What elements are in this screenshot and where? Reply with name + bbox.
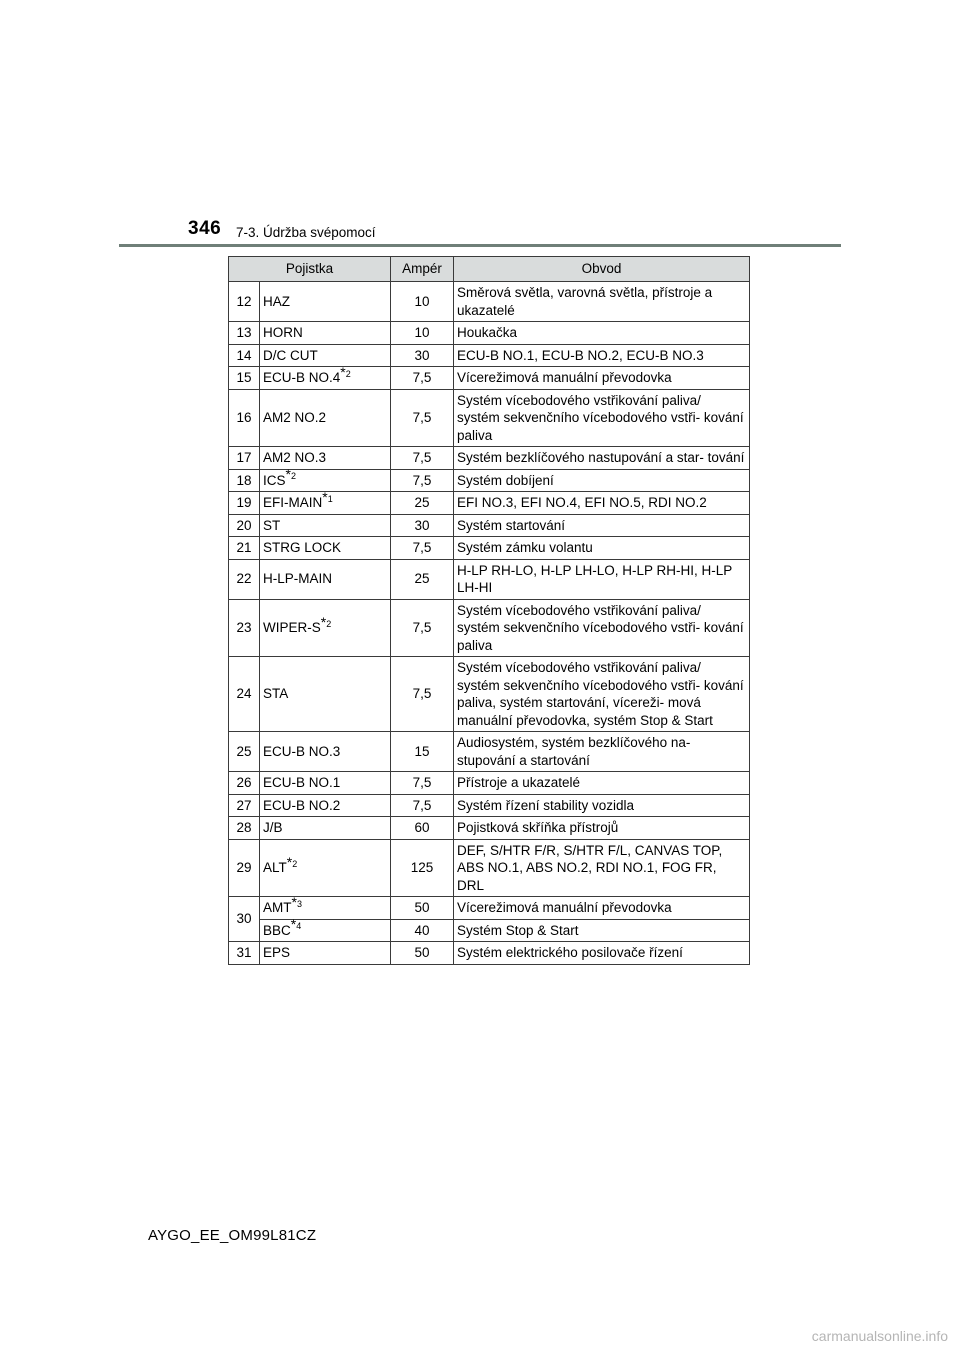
- fuse-number: 25: [229, 732, 260, 772]
- column-header-circuit: Obvod: [454, 257, 750, 282]
- fuse-circuit: DEF, S/HTR F/R, S/HTR F/L, CANVAS TOP, ABS NO.1, ABS NO.2, RDI NO.1, FOG FR, DRL: [454, 839, 750, 897]
- fuse-name: AM2 NO.2: [263, 410, 327, 425]
- footnote-marker: [322, 488, 333, 505]
- fuse-circuit: EFI NO.3, EFI NO.4, EFI NO.5, RDI NO.2: [454, 492, 750, 515]
- fuse-amperage: 15: [391, 732, 454, 772]
- table-row: [229, 514, 750, 537]
- fuse-name: ECU-B NO.4: [263, 370, 341, 385]
- fuse-circuit: Systém Stop & Start: [454, 919, 750, 942]
- header-divider: [119, 244, 841, 247]
- fuse-circuit: Systém elektrického posilovače řízení: [454, 942, 750, 965]
- footnote-number: 1: [327, 493, 333, 504]
- fuse-circuit: Vícerežimová manuální převodovka: [454, 367, 750, 390]
- watermark: carmanualsonline.info: [811, 1328, 948, 1344]
- fuse-circuit: Systém zámku volantu: [454, 537, 750, 560]
- fuse-amperage: 50: [391, 942, 454, 965]
- fuse-name-cell: [260, 559, 391, 599]
- fuse-name: AM2 NO.3: [263, 450, 327, 465]
- asterisk-icon: *: [286, 853, 293, 870]
- fuse-name: HORN: [263, 325, 303, 340]
- footnote-number: 4: [296, 921, 302, 931]
- fuse-amperage: 7,5: [391, 537, 454, 560]
- table-header-row: [229, 257, 750, 282]
- fuse-amperage: 25: [391, 559, 454, 599]
- fuse-name-cell: [260, 514, 391, 537]
- asterisk-icon: *: [322, 488, 328, 505]
- table-row: [229, 537, 750, 560]
- fuse-name-cell: [260, 363, 391, 390]
- fuse-name: AMT: [263, 900, 292, 915]
- fuse-amperage: 7,5: [391, 367, 454, 390]
- fuse-name: H-LP-MAIN: [263, 571, 333, 587]
- fuse-number: 12: [229, 282, 260, 322]
- fuse-table-body: [229, 282, 750, 965]
- fuse-name-cell: [260, 389, 391, 447]
- fuse-circuit: ECU-B NO.1, ECU-B NO.2, ECU-B NO.3: [454, 344, 750, 367]
- fuse-circuit: Systém dobíjení: [454, 469, 750, 492]
- fuse-amperage: 10: [391, 322, 454, 345]
- column-header-amp: Ampér: [391, 257, 454, 282]
- fuse-circuit: Vícerežimová manuální převodovka: [454, 897, 750, 920]
- asterisk-icon: *: [285, 466, 291, 482]
- fuse-name: EPS: [263, 945, 291, 960]
- asterisk-icon: *: [290, 916, 297, 932]
- table-row: [229, 942, 750, 965]
- fuse-name: BBC: [263, 922, 291, 938]
- fuse-name-cell: [260, 839, 391, 897]
- table-row: [229, 389, 750, 447]
- fuse-name-cell: [260, 488, 391, 515]
- fuse-name: STRG LOCK: [263, 540, 342, 555]
- fuse-name: ECU-B NO.2: [263, 797, 341, 813]
- fuse-amperage: 40: [391, 919, 454, 942]
- fuse-circuit: H-LP RH-LO, H-LP LH-LO, H-LP RH-HI, H-LP LH-HI: [454, 559, 750, 599]
- fuse-name: J/B: [263, 820, 283, 835]
- table-row: [229, 282, 750, 322]
- fuse-circuit: Systém vícebodového vstřikování paliva/ systém sekvenčního vícebodového vstři- kování paliva: [454, 599, 750, 657]
- fuse-name-cell: [260, 447, 391, 470]
- fuse-name-cell: [260, 282, 391, 322]
- table-row: [229, 772, 750, 795]
- fuse-name: HAZ: [263, 293, 290, 309]
- fuse-name: ECU-B NO.1: [263, 775, 341, 790]
- footnote-number: 3: [296, 898, 302, 909]
- fuse-name-cell: [260, 794, 391, 817]
- table-row: [229, 794, 750, 817]
- fuse-circuit: Směrová světla, varovná světla, přístroje a ukazatelé: [454, 282, 750, 322]
- fuse-number: 19: [229, 492, 260, 515]
- footnote-marker: [320, 613, 332, 630]
- page-number: 346: [188, 218, 222, 239]
- fuse-number: 20: [229, 514, 260, 537]
- fuse-number: 13: [229, 322, 260, 345]
- fuse-amperage: 50: [391, 897, 454, 920]
- fuse-amperage: 7,5: [391, 389, 454, 447]
- table-row: [229, 322, 750, 345]
- fuse-circuit: Systém řízení stability vozidla: [454, 794, 750, 817]
- fuse-amperage: 60: [391, 817, 454, 840]
- table-row: [229, 657, 750, 732]
- fuse-circuit: Pojistková skříňka přístrojů: [454, 817, 750, 840]
- fuse-name: WIPER-S: [263, 620, 321, 635]
- fuse-number: 31: [229, 942, 260, 965]
- footnote-marker: [286, 853, 298, 870]
- footnote-number: 2: [292, 858, 298, 869]
- table-row: [229, 732, 750, 772]
- fuse-amperage: 125: [391, 839, 454, 897]
- fuse-amperage: 7,5: [391, 447, 454, 470]
- fuse-number: 26: [229, 772, 260, 795]
- fuse-number: 14: [229, 344, 260, 367]
- footnote-marker: [285, 466, 296, 482]
- fuse-name-cell: [260, 732, 391, 772]
- fuse-number: 18: [229, 469, 260, 492]
- table-row: [229, 897, 750, 920]
- table-row: [229, 919, 750, 942]
- footnote-marker: [290, 916, 302, 932]
- fuse-amperage: 25: [391, 492, 454, 515]
- fuse-name: ECU-B NO.3: [263, 743, 341, 759]
- fuse-number: 23: [229, 599, 260, 657]
- fuse-amperage: 7,5: [391, 772, 454, 795]
- fuse-circuit: Systém startování: [454, 514, 750, 537]
- fuse-number: 17: [229, 447, 260, 470]
- fuse-number: 16: [229, 389, 260, 447]
- table-row: [229, 817, 750, 840]
- fuse-amperage: 30: [391, 344, 454, 367]
- footnote-number: 2: [290, 471, 296, 481]
- fuse-name-cell: [260, 916, 391, 942]
- fuse-name: ALT: [263, 860, 287, 875]
- fuse-amperage: 30: [391, 514, 454, 537]
- fuse-circuit: Systém vícebodového vstřikování paliva/ systém sekvenčního vícebodového vstři- kování paliva, systém startování, vícereži- mová manuální převodovka, systém Stop & Start: [454, 657, 750, 732]
- table-row: [229, 559, 750, 599]
- fuse-table: [228, 256, 750, 965]
- fuse-number: 22: [229, 559, 260, 599]
- footnote-number: 2: [326, 618, 332, 629]
- column-header-fuse: Pojistka: [229, 257, 391, 282]
- fuse-amperage: 7,5: [391, 794, 454, 817]
- table-row: [229, 344, 750, 367]
- table-row: [229, 469, 750, 492]
- fuse-number: 15: [229, 367, 260, 390]
- footnote-number: 2: [345, 368, 351, 379]
- fuse-name-cell: [260, 344, 391, 367]
- fuse-amperage: 7,5: [391, 657, 454, 732]
- document-code: AYGO_EE_OM99L81CZ: [148, 1227, 317, 1244]
- fuse-name: ICS: [263, 472, 286, 488]
- fuse-name: STA: [263, 686, 289, 702]
- fuse-circuit: Audiosystém, systém bezklíčového na- stupování a startování: [454, 732, 750, 772]
- fuse-number: 30: [229, 897, 260, 942]
- table-row: [229, 492, 750, 515]
- fuse-name-cell: [260, 942, 391, 965]
- table-row: [229, 367, 750, 390]
- fuse-amperage: 7,5: [391, 469, 454, 492]
- table-row: [229, 599, 750, 657]
- footnote-marker: [291, 893, 302, 910]
- fuse-name-cell: [260, 599, 391, 657]
- asterisk-icon: *: [320, 613, 327, 630]
- fuse-number: 24: [229, 657, 260, 732]
- fuse-amperage: 10: [391, 282, 454, 322]
- table-row: [229, 839, 750, 897]
- fuse-number: 21: [229, 537, 260, 560]
- fuse-name: ST: [263, 517, 281, 533]
- fuse-circuit: Systém bezklíčového nastupování a star- tování: [454, 447, 750, 470]
- fuse-name-cell: [260, 537, 391, 560]
- fuse-name-cell: [260, 893, 391, 920]
- asterisk-icon: *: [291, 893, 297, 910]
- fuse-name-cell: [260, 657, 391, 732]
- fuse-name-cell: [260, 322, 391, 345]
- table-row: [229, 447, 750, 470]
- fuse-circuit: Houkačka: [454, 322, 750, 345]
- fuse-name-cell: [260, 772, 391, 795]
- section-title: 7-3. Údržba svépomocí: [236, 225, 376, 240]
- fuse-name-cell: [260, 817, 391, 840]
- footnote-marker: [340, 363, 351, 380]
- fuse-amperage: 7,5: [391, 599, 454, 657]
- fuse-number: 27: [229, 794, 260, 817]
- asterisk-icon: *: [340, 363, 346, 380]
- fuse-name: D/C CUT: [263, 347, 318, 363]
- fuse-name: EFI-MAIN: [263, 495, 323, 510]
- fuse-circuit: Přístroje a ukazatelé: [454, 772, 750, 795]
- fuse-number: 29: [229, 839, 260, 897]
- fuse-circuit: Systém vícebodového vstřikování paliva/ systém sekvenčního vícebodového vstři- kování paliva: [454, 389, 750, 447]
- fuse-number: 28: [229, 817, 260, 840]
